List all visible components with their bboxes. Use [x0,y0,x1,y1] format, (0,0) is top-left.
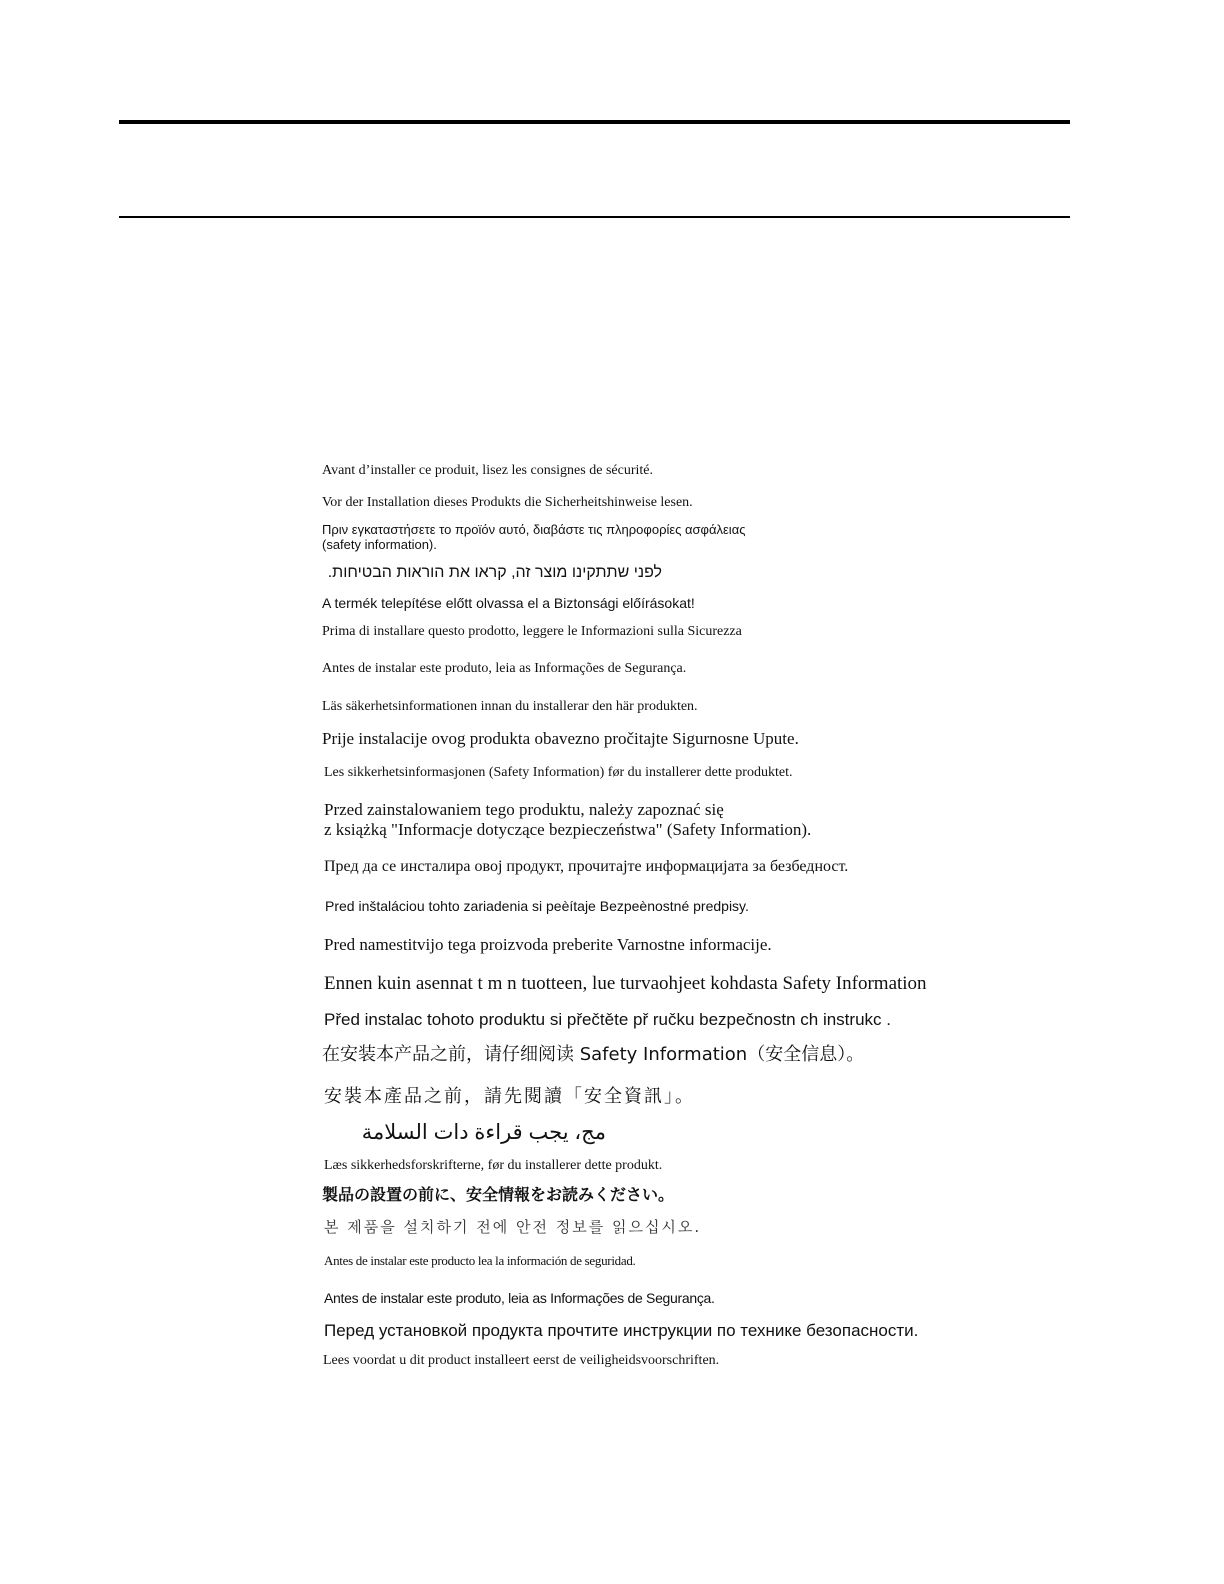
notice-slovenian: Pred namestitvijo tega proizvoda preberite Varnostne informacije. [324,935,772,954]
notice-chinese-traditional: 安裝本產品之前，請先閱讀「安全資訊」。 [324,1086,695,1107]
notice-japanese: 製品の設置の前に、安全情報をお読みください。 [322,1185,675,1204]
notice-norwegian: Les sikkerhetsinformasjonen (Safety Information) før du installerer dette produktet. [324,765,793,780]
notice-german: Vor der Installation dieses Produkts die Sicherheitshinweise lesen. [322,495,693,510]
notice-czech: Před instalac tohoto produktu si přečtěte př ručku bezpečnostn ch instrukc . [324,1010,891,1029]
notice-italian: Prima di installare questo prodotto, leggere le Informazioni sulla Sicurezza [322,624,742,639]
notice-portuguese-pt: Antes de instalar este produto, leia as Informações de Segurança. [324,1290,715,1306]
notice-greek-line2: (safety information). [322,537,437,552]
notice-finnish: Ennen kuin asennat t m n tuotteen, lue turvaohjeet kohdasta Safety Information [324,973,927,994]
notice-polish-line1: Przed zainstalowaniem tego produktu, należy zapoznać się [324,800,724,819]
notice-dutch: Lees voordat u dit product installeert eerst de veiligheidsvoorschriften. [323,1353,720,1368]
notice-slovak: Pred inštaláciou tohto zariadenia si peèítaje Bezpeènostné predpisy. [325,898,749,914]
top-thin-rule [119,216,1070,218]
notice-hungarian: A termék telepítése előtt olvassa el a Biztonsági előírásokat! [322,595,695,611]
notice-portuguese-br: Antes de instalar este produto, leia as Informações de Segurança. [322,661,687,676]
notice-russian: Перед установкой продукта прочтите инструкции по технике безопасности. [324,1321,919,1340]
notice-danish: Læs sikkerhedsforskrifterne, før du installerer dette produkt. [324,1158,663,1173]
notice-swedish: Läs säkerhetsinformationen innan du installerar den här produkten. [322,699,698,714]
notice-hebrew: לפני שתתקינו מוצר זה, קראו את הוראות הבטיחות. [327,564,662,581]
notice-spanish: Antes de instalar este producto lea la información de seguridad. [324,1253,636,1268]
notice-polish-line2: z książką "Informacje dotyczące bezpieczeństwa" (Safety Information). [324,820,812,839]
notice-croatian: Prije instalacije ovog produkta obavezno pročitajte Sigurnosne Upute. [322,729,799,748]
notice-chinese-simplified: 在安装本产品之前，请仔细阅读 Safety Information（安全信息）。 [322,1044,865,1065]
top-thick-rule [119,120,1070,124]
notice-french: Avant d’installer ce produit, lisez les consignes de sécurité. [322,463,653,478]
notice-greek-line1: Πριν εγκαταστήσετε το προϊόν αυτό, διαβάστε τις πληροφορίες ασφάλειας [322,522,746,537]
notice-macedonian: Пред да се инсталира овој продукт, прочитајте информацијата за безбедност. [324,858,849,875]
notice-korean: 본 제품을 설치하기 전에 안전 정보를 읽으십시오. [324,1218,702,1236]
notice-arabic: مج، يجب قراءة دات السلامة [361,1121,606,1144]
